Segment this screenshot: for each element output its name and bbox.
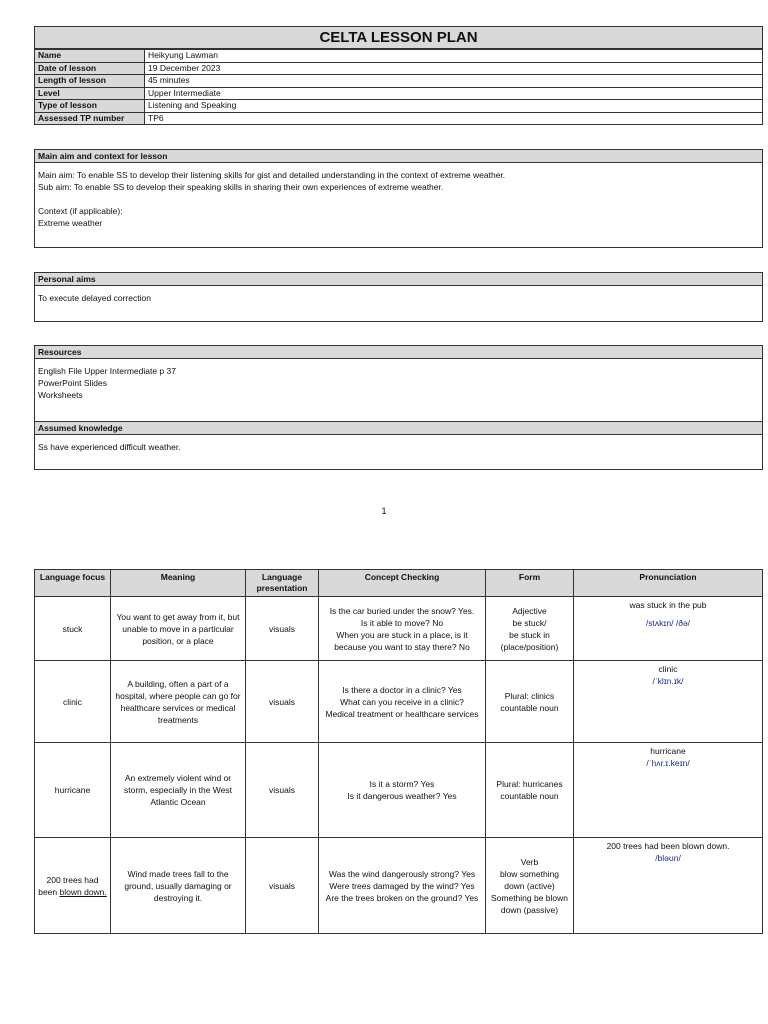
meaning-cell: You want to get away from it, but unable to move in a particular position, or a place [111, 597, 246, 661]
ccq-cell [319, 661, 486, 743]
focus-cell: hurricane [35, 743, 111, 838]
ccq-line: When you are stuck in a place, is it because you want to stay there? No [334, 629, 470, 652]
resource-item: PowerPoint Slides [38, 378, 107, 388]
form-line: countable noun [500, 791, 559, 801]
section-heading: Personal aims [35, 273, 762, 286]
ccq-line: Is the car buried under the snow? Yes. [329, 605, 475, 616]
table-row [35, 75, 763, 88]
pronunciation-ipa: /ˈhʌr.ɪ.keɪn/ [646, 758, 690, 768]
info-value: TP6 [145, 112, 763, 125]
pronunciation-text: was stuck in the pub [629, 600, 707, 610]
column-header: Meaning [111, 570, 246, 597]
pronunciation-cell [574, 597, 763, 661]
info-value: 19 December 2023 [145, 62, 763, 75]
ccq-line: Is it able to move? No [360, 617, 444, 628]
main-aim-text: Main aim: To enable SS to develop their listening skills for gist and detailed understanding in the context of extreme weather. [38, 170, 506, 180]
ccq-line: Were trees damaged by the wind? Yes [329, 880, 475, 891]
form-line: blow something down (active) [499, 868, 560, 891]
focus-cell: stuck [35, 597, 111, 661]
pronunciation-text: clinic [658, 664, 678, 674]
ccq-line: Is there a doctor in a clinic? Yes [342, 684, 462, 695]
form-line: Plural: hurricanes [496, 779, 563, 789]
resources-section [34, 345, 763, 470]
table-row [35, 661, 763, 743]
form-line: (place/position) [500, 641, 559, 652]
info-key: Level [35, 87, 145, 100]
page-title: CELTA LESSON PLAN [34, 26, 763, 49]
info-value: Heikyung Lawman [145, 50, 763, 63]
focus-underlined: blown down. [59, 886, 107, 897]
meaning-cell: An extremely violent wind or storm, especially in the West Atlantic Ocean [111, 743, 246, 838]
pronunciation-ipa: /bləʊn/ [655, 853, 681, 863]
info-value: Listening and Speaking [145, 100, 763, 113]
info-value: 45 minutes [145, 75, 763, 88]
column-header: Concept Checking [319, 570, 486, 597]
presentation-cell: visuals [246, 597, 319, 661]
table-row [35, 87, 763, 100]
table-row [35, 50, 763, 63]
info-key: Assessed TP number [35, 112, 145, 125]
resource-item: Worksheets [38, 390, 83, 400]
info-key: Date of lesson [35, 62, 145, 75]
ccq-line: Medical treatment or healthcare services [325, 708, 479, 719]
table-row [35, 743, 763, 838]
pronunciation-ipa: /stʌkɪn/ /ðə/ [645, 618, 691, 628]
ccq-cell [319, 597, 486, 661]
focus-text: 200 trees had been [38, 874, 99, 897]
ccq-line: Is it a storm? Yes [369, 779, 435, 789]
info-key: Length of lesson [35, 75, 145, 88]
presentation-cell: visuals [246, 838, 319, 934]
resource-item: English File Upper Intermediate p 37 [38, 366, 176, 376]
form-cell [486, 743, 574, 838]
assumed-knowledge-text: Ss have experienced difficult weather. [38, 442, 181, 452]
context-text: Extreme weather [38, 218, 103, 228]
lesson-info-table [34, 49, 763, 125]
section-heading: Main aim and context for lesson [35, 150, 762, 163]
main-aim-section [34, 149, 763, 248]
info-value: Upper Intermediate [145, 87, 763, 100]
language-focus-table [34, 569, 763, 934]
table-row [35, 597, 763, 661]
meaning-cell: A building, often a part of a hospital, where people can go for healthcare services or medical treatments [111, 661, 246, 743]
focus-cell [35, 838, 111, 934]
pronunciation-ipa: /ˈklɪn.ɪk/ [652, 676, 684, 686]
info-key: Type of lesson [35, 100, 145, 113]
section-body [35, 286, 762, 310]
ccq-cell [319, 838, 486, 934]
ccq-cell [319, 743, 486, 838]
pronunciation-cell [574, 661, 763, 743]
form-cell [486, 838, 574, 934]
pronunciation-cell [574, 838, 763, 934]
pronunciation-cell [574, 743, 763, 838]
ccq-line: Was the wind dangerously strong? Yes [328, 868, 476, 879]
table-row [35, 100, 763, 113]
form-line: be stuck/ [512, 617, 547, 628]
pronunciation-text: 200 trees had been blown down. [606, 841, 730, 851]
table-header-row [35, 570, 763, 597]
pronunciation-text: hurricane [650, 746, 686, 756]
info-key: Name [35, 50, 145, 63]
column-header: Language presentation [246, 570, 319, 597]
presentation-cell: visuals [246, 661, 319, 743]
focus-cell: clinic [35, 661, 111, 743]
presentation-cell: visuals [246, 743, 319, 838]
column-header: Language focus [35, 570, 111, 597]
context-label: Context (if applicable): [38, 206, 123, 216]
section-heading: Resources [35, 346, 762, 359]
personal-aims-text: To execute delayed correction [38, 293, 151, 303]
column-header: Pronunciation [574, 570, 763, 597]
form-line: Adjective [512, 605, 547, 616]
section-body [35, 163, 762, 235]
sub-aim-text: Sub aim: To enable SS to develop their speaking skills in sharing their own experiences of extreme weather. [38, 182, 444, 192]
personal-aims-section [34, 272, 763, 322]
page-number: 1 [381, 506, 387, 516]
form-cell [486, 597, 574, 661]
section-body [35, 359, 762, 421]
table-row [35, 112, 763, 125]
form-line: Plural: clinics [504, 690, 555, 701]
section-heading: Assumed knowledge [35, 421, 762, 435]
table-row [35, 838, 763, 934]
ccq-line: Is it dangerous weather? Yes [347, 791, 457, 801]
form-line: be stuck in [509, 629, 550, 640]
table-row [35, 62, 763, 75]
ccq-line: What can you receive in a clinic? [340, 696, 464, 707]
form-line: Verb [520, 856, 539, 867]
column-header: Form [486, 570, 574, 597]
ccq-line: Are the trees broken on the ground? Yes [325, 892, 479, 903]
form-line: Something be blown down (passive) [490, 892, 569, 915]
section-body [35, 435, 762, 459]
form-cell [486, 661, 574, 743]
meaning-cell: Wind made trees fall to the ground, usually damaging or destroying it. [111, 838, 246, 934]
form-line: countable noun [500, 702, 559, 713]
